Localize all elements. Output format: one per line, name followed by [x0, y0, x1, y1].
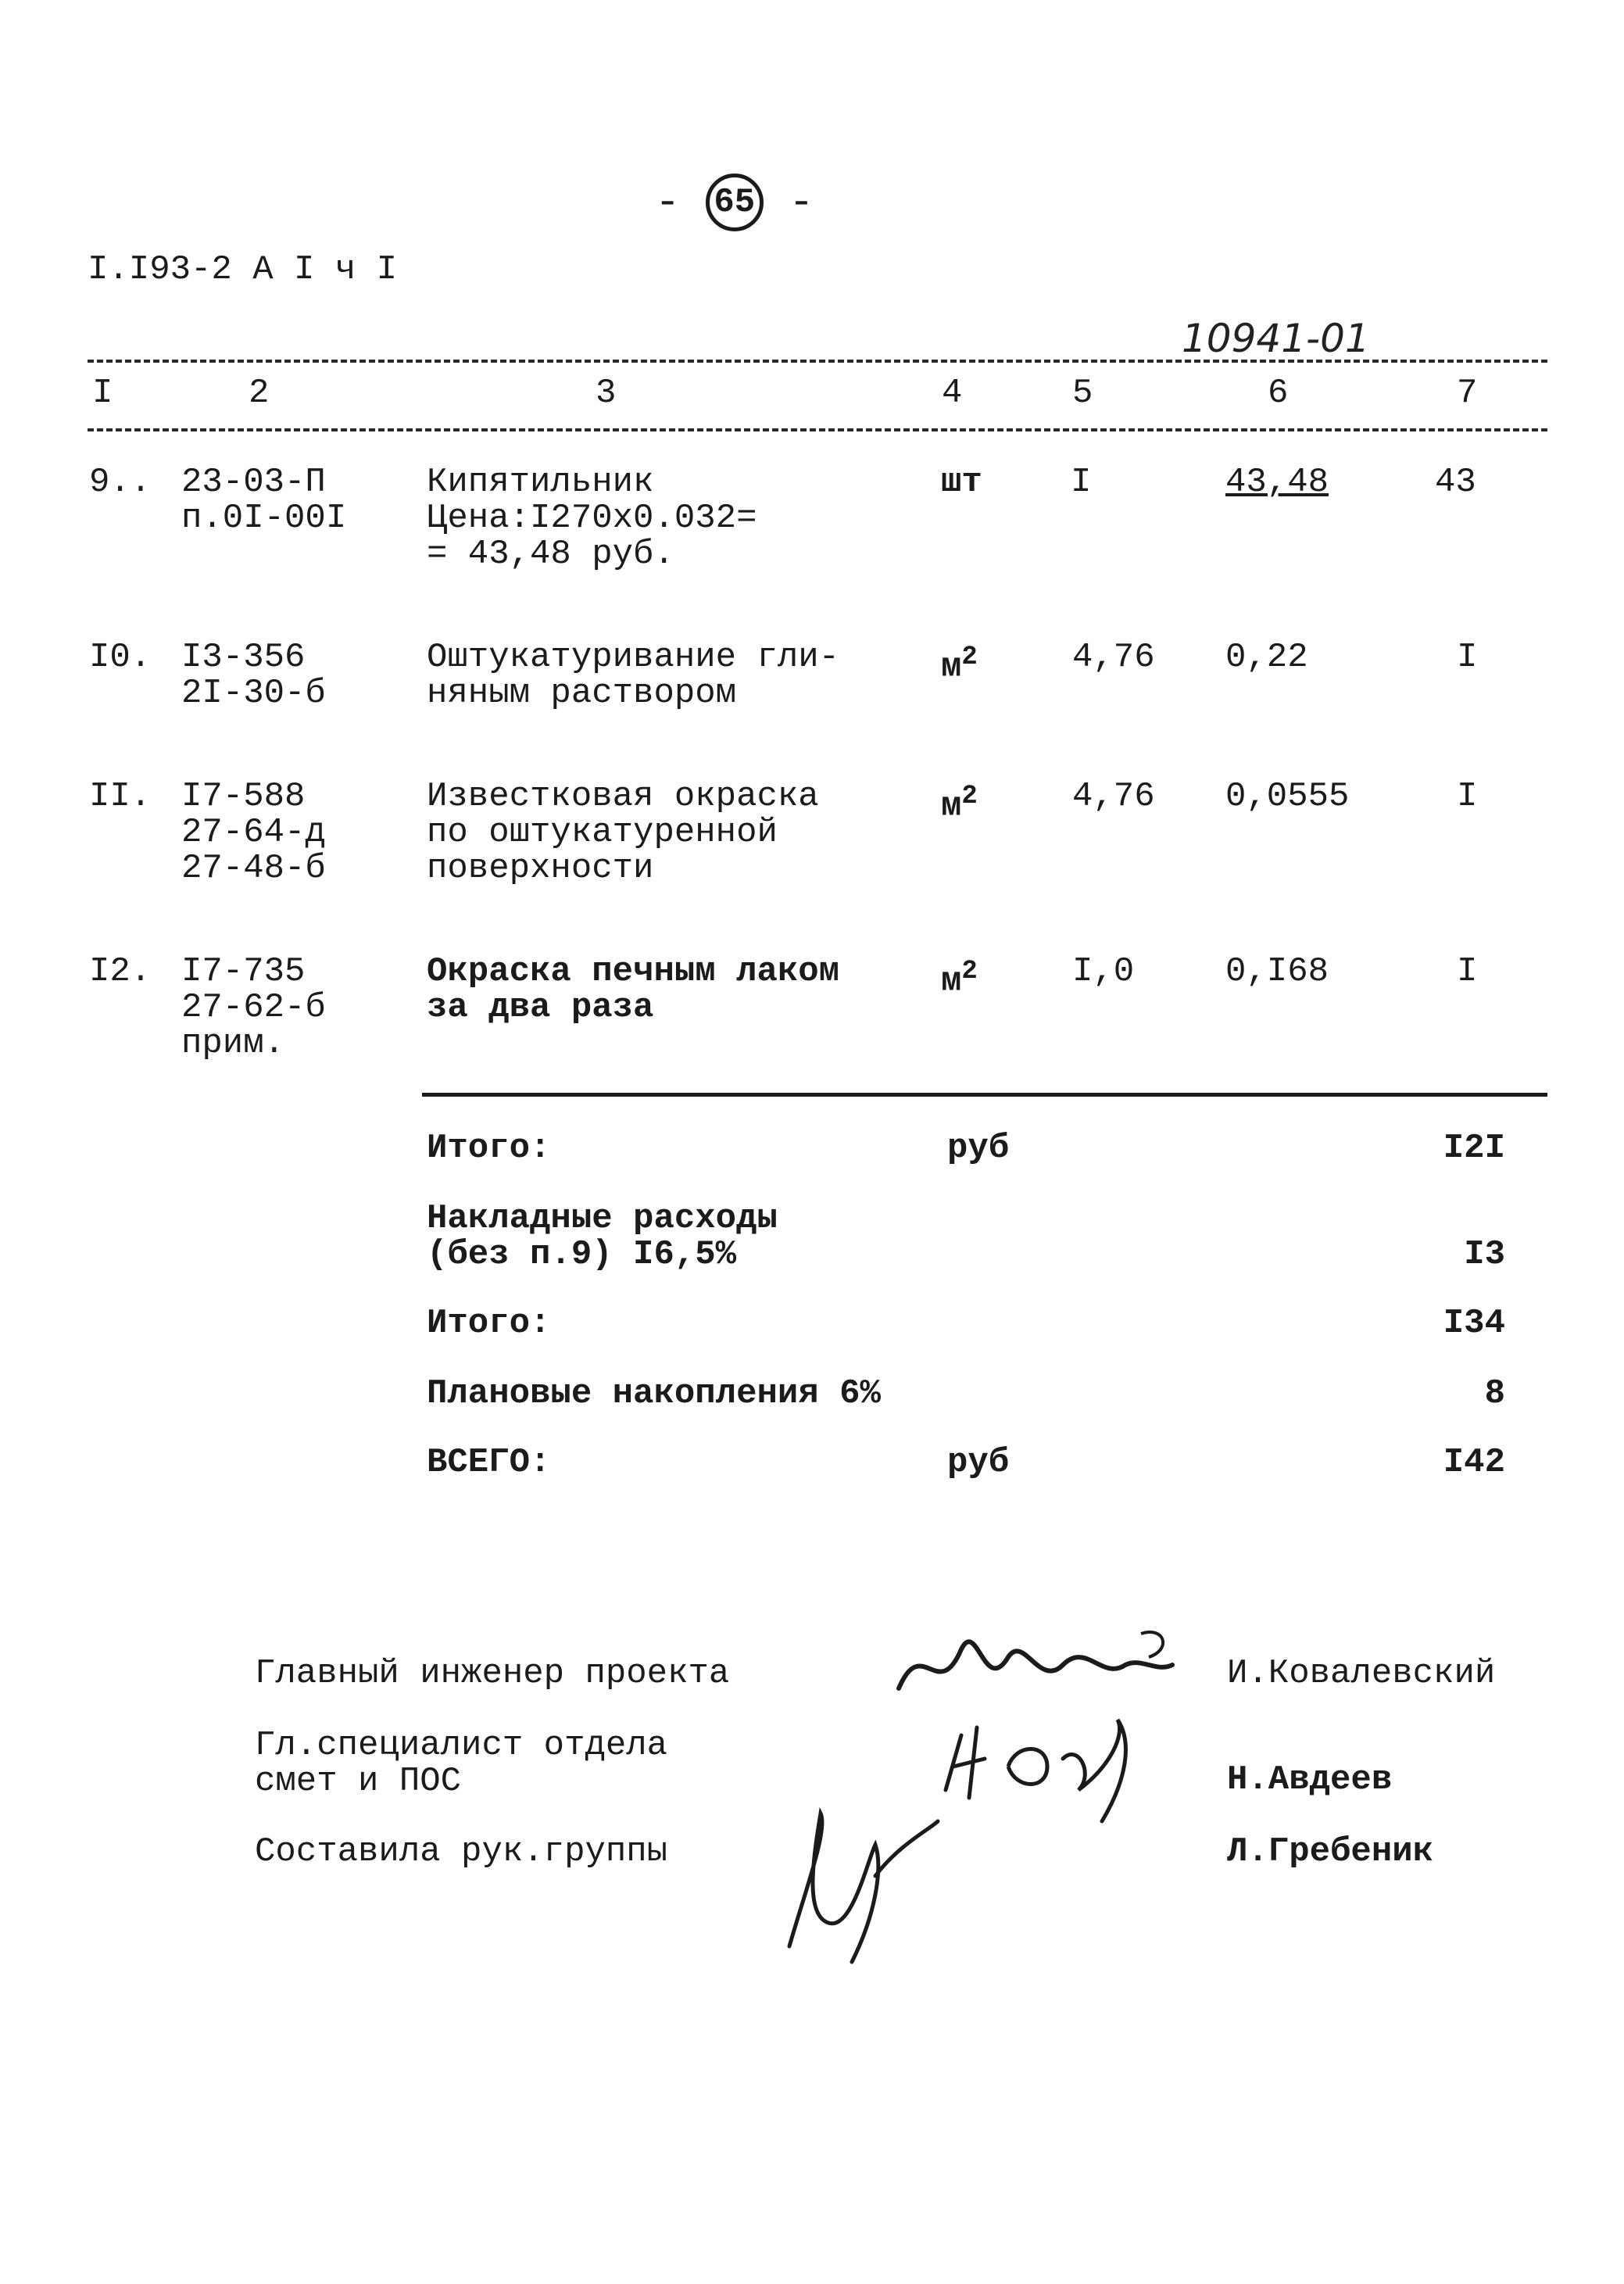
row-unit: шт: [941, 463, 982, 502]
row-price: 0,22: [1225, 638, 1308, 677]
summary-unit: руб: [947, 1129, 1010, 1168]
row-code: I7-735 27-62-б прим.: [181, 952, 326, 1063]
row-total: I: [1457, 777, 1478, 816]
signature-3-icon: [774, 1798, 961, 1970]
col-header-7: 7: [1457, 374, 1478, 413]
summary-value: I42: [1443, 1443, 1505, 1482]
signer-name: И.Ковалевский: [1227, 1654, 1496, 1693]
row-quantity: I,0: [1072, 952, 1135, 991]
page-number-value: 65: [706, 174, 764, 231]
table-top-rule: [88, 360, 1547, 363]
row-description: Кипятильник Цена:I270x0.032= = 43,48 руб.: [427, 463, 757, 574]
col-header-3: 3: [596, 374, 617, 413]
row-total: 43: [1435, 463, 1476, 502]
row-description: Известковая окраска по оштукатуренной поверхности: [427, 777, 819, 888]
row-price: 0,0555: [1225, 777, 1350, 816]
summary-value: I34: [1443, 1304, 1505, 1343]
row-price: 0,I68: [1225, 952, 1329, 991]
signature-2-icon: [930, 1712, 1157, 1829]
col-header-5: 5: [1072, 374, 1093, 413]
row-quantity: 4,76: [1072, 777, 1155, 816]
page-number: - 65 -: [655, 174, 814, 231]
estimate-number: 10941-01: [1182, 316, 1370, 361]
row-number: I2.: [89, 952, 152, 991]
summary-label: Плановые накопления 6%: [427, 1374, 881, 1413]
table-header-rule: [88, 428, 1547, 431]
row-unit: $м^2$: [941, 957, 978, 1001]
row-quantity: I: [1071, 463, 1092, 502]
summary-unit: руб: [947, 1443, 1010, 1482]
row-price: 43,48: [1225, 463, 1329, 502]
row-number: 9..: [89, 463, 152, 502]
signer-role: Составила рук.группы: [255, 1832, 668, 1871]
row-code: I3-356 2I-30-б: [181, 638, 326, 713]
row-description: Оштукатуривание гли- няным раствором: [427, 638, 840, 713]
summary-value: I2I: [1443, 1129, 1505, 1168]
summary-value: I3: [1464, 1235, 1505, 1274]
col-header-1: I: [92, 374, 113, 413]
row-total: I: [1457, 638, 1478, 677]
summary-label: Итого:: [427, 1304, 551, 1343]
signer-role: Главный инженер проекта: [255, 1654, 730, 1693]
row-code: 23-03-П п.0I-00I: [181, 463, 347, 538]
row-number: II.: [89, 777, 152, 816]
row-code: I7-588 27-64-д 27-48-б: [181, 777, 326, 888]
row-total: I: [1457, 952, 1478, 991]
row-unit: $м^2$: [941, 782, 978, 826]
summary-label: ВСЕГО:: [427, 1443, 551, 1482]
row-description: Окраска печным лаком за два раза: [427, 952, 840, 1027]
col-header-2: 2: [249, 374, 270, 413]
summary-value: 8: [1484, 1374, 1505, 1413]
signer-name: Н.Авдеев: [1227, 1760, 1393, 1799]
col-header-4: 4: [942, 374, 963, 413]
summary-label: Итого:: [427, 1129, 551, 1168]
signer-role: Гл.специалист отдела смет и ПОС: [255, 1726, 668, 1801]
col-header-6: 6: [1268, 374, 1289, 413]
document-code: I.I93-2 А I ч I: [88, 250, 398, 289]
summary-label: Накладные расходы (без п.9) I6,5%: [427, 1199, 778, 1274]
signer-name: Л.Гребеник: [1227, 1832, 1434, 1871]
row-quantity: 4,76: [1072, 638, 1155, 677]
signature-1-icon: [891, 1618, 1188, 1712]
summary-rule: [422, 1093, 1547, 1097]
row-unit: $м^2$: [941, 643, 978, 687]
row-number: I0.: [89, 638, 152, 677]
